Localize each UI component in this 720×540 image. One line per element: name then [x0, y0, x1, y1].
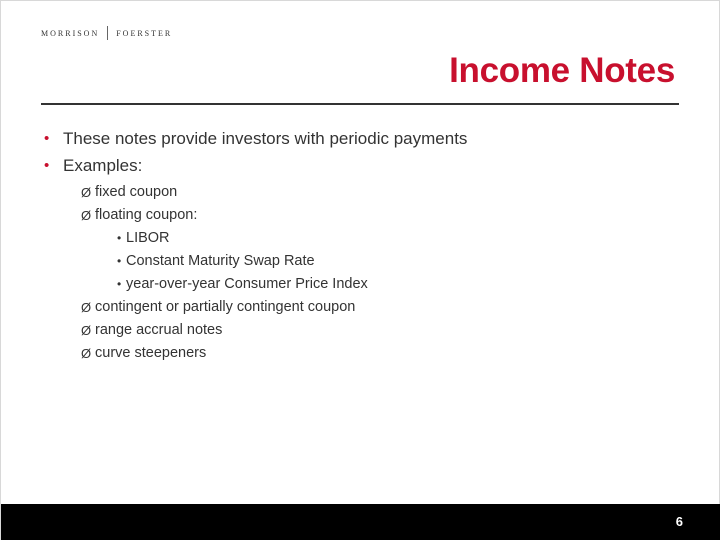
bullet-icon: • [44, 130, 50, 147]
examples-list [41, 181, 681, 365]
example-item [41, 296, 681, 319]
sub-example-text: Constant Maturity Swap Rate [126, 253, 315, 269]
dot-bullet-icon: • [117, 231, 122, 245]
example-text: contingent or partially contingent coupon [95, 299, 356, 315]
example-text: fixed coupon [95, 184, 178, 200]
page-number: 6 [675, 514, 683, 529]
sub-example-item [41, 273, 681, 296]
arrow-bullet-icon: Ø [81, 185, 92, 200]
example-item [41, 204, 681, 227]
bullet-text: These notes provide investors with periodic payments [63, 129, 468, 148]
logo-divider [107, 26, 108, 40]
sub-example-text: year-over-year Consumer Price Index [126, 276, 368, 292]
dot-bullet-icon: • [117, 254, 122, 268]
slide-title: Income Notes [449, 51, 675, 90]
example-text: curve steepeners [95, 345, 207, 361]
bullet-item [41, 125, 681, 152]
arrow-bullet-icon: Ø [81, 208, 92, 223]
sub-example-item [41, 250, 681, 273]
bullet-item [41, 152, 681, 179]
logo-text-morrison: MORRISON [41, 28, 100, 38]
arrow-bullet-icon: Ø [81, 300, 92, 315]
bullet-text: Examples: [63, 156, 143, 175]
arrow-bullet-icon: Ø [81, 323, 92, 338]
slide-content [41, 125, 681, 365]
title-rule [41, 103, 679, 105]
dot-bullet-icon: • [117, 277, 122, 291]
sub-example-text: LIBOR [126, 230, 170, 246]
sub-example-item [41, 227, 681, 250]
firm-logo [41, 26, 172, 40]
bullet-icon: • [44, 157, 50, 174]
example-text: range accrual notes [95, 322, 223, 338]
example-text: floating coupon: [95, 207, 198, 223]
example-item [41, 181, 681, 204]
example-item [41, 342, 681, 365]
example-item [41, 319, 681, 342]
footer-bar [1, 504, 720, 540]
arrow-bullet-icon: Ø [81, 346, 92, 361]
logo-text-foerster: FOERSTER [116, 28, 173, 38]
